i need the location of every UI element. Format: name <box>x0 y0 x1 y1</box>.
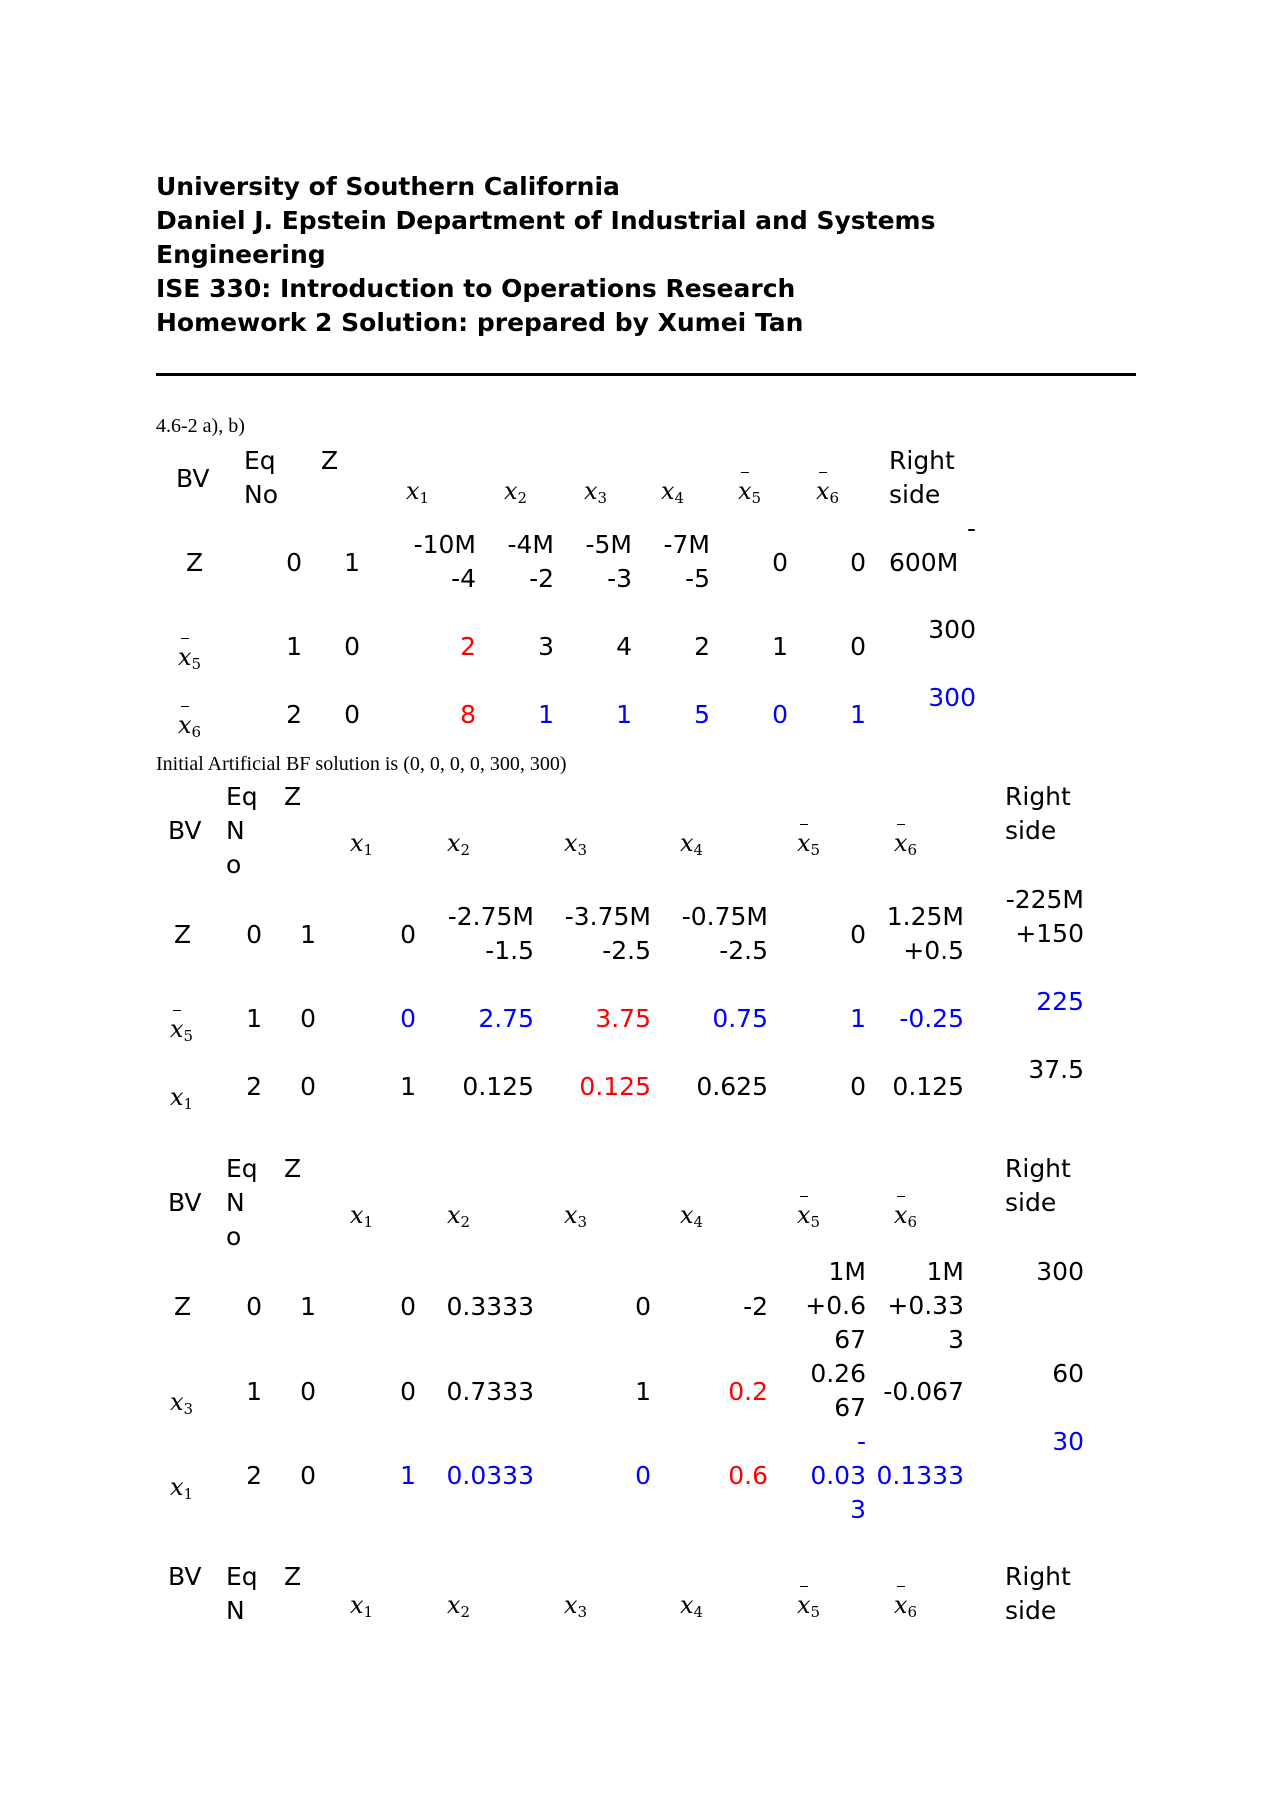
row-x5-x5: 1 <box>850 1004 866 1033</box>
header-x3: $x_3$ <box>584 477 608 507</box>
row-z-x3-c: -2.5 <box>602 936 651 965</box>
row-z-x2-c: -1.5 <box>485 936 534 965</box>
row-x5-eq: 1 <box>286 632 302 661</box>
header-z: Z <box>284 1154 302 1183</box>
header-x1: $x_1$ <box>350 1201 374 1231</box>
row-x5-x5: 1 <box>772 632 788 661</box>
header-x5-bar: $x_5$ <box>797 826 820 867</box>
header-eq-n: N <box>226 1596 245 1625</box>
row-x5-x3: 3.75 <box>595 1004 651 1033</box>
header-eq-o: o <box>226 1222 242 1251</box>
row-z-eq: 0 <box>286 548 302 577</box>
row-x6-x2: 1 <box>538 700 554 729</box>
row-x1-x2: 0.125 <box>462 1072 534 1101</box>
row-x3-eq: 1 <box>246 1377 262 1406</box>
header-z: Z <box>321 446 339 475</box>
row-x3-x2: 0.7333 <box>446 1377 534 1406</box>
row-x6-x6: 1 <box>850 700 866 729</box>
header-bv: BV <box>168 1188 202 1217</box>
row-z-x4-m: -7M <box>663 530 710 559</box>
row-x1-rhs: 30 <box>1052 1427 1084 1456</box>
row-x5-rhs: 300 <box>928 615 976 644</box>
header-right: Right <box>1005 1562 1071 1591</box>
row-z-rhs-c: +150 <box>1015 919 1084 948</box>
header-x1: $x_1$ <box>350 1591 374 1621</box>
header-eq: Eq <box>226 1154 258 1183</box>
row-z-x4-c: -2.5 <box>719 936 768 965</box>
row-z-x6-m: 1.25M <box>886 902 964 931</box>
row-x3-x6: -0.067 <box>883 1377 964 1406</box>
row-x1-x1: 1 <box>400 1072 416 1101</box>
header-x5-bar: $x_5$ <box>797 1588 820 1629</box>
row-z-x1-c: -4 <box>451 564 476 593</box>
header-bv: BV <box>168 816 202 845</box>
row-x1-x5-a: - <box>856 1427 866 1456</box>
header-x2: $x_2$ <box>447 1201 471 1231</box>
row-x5-bv: $x_5$ <box>178 640 201 681</box>
header-x5-bar: $x_5$ <box>738 474 761 515</box>
header-right: Right <box>889 446 955 475</box>
row-z-z: 1 <box>344 548 360 577</box>
header-x1: $x_1$ <box>350 829 374 859</box>
row-z-rhs-sign: - <box>966 514 976 543</box>
row-x5-x6: -0.25 <box>899 1004 964 1033</box>
row-z-x5-a: 1M <box>828 1257 866 1286</box>
header-x2: $x_2$ <box>504 477 528 507</box>
row-x6-rhs: 300 <box>928 683 976 712</box>
row-x6-eq: 2 <box>286 700 302 729</box>
homework-title: Homework 2 Solution: prepared by Xumei Tan <box>156 308 804 337</box>
row-x1-x4: 0.6 <box>728 1461 768 1490</box>
header-x6-bar: $x_6$ <box>894 826 917 867</box>
row-x3-bv: $x_3$ <box>170 1388 194 1418</box>
header-side: side <box>1005 1596 1057 1625</box>
row-z-x3: 0 <box>635 1292 651 1321</box>
header-z: Z <box>284 1562 302 1591</box>
row-z-z: 1 <box>300 1292 316 1321</box>
header-bv: BV <box>168 1562 202 1591</box>
row-z-z: 1 <box>300 920 316 949</box>
header-eq-n: N <box>226 816 245 845</box>
header-x4: $x_4$ <box>680 829 704 859</box>
row-z-x6: 0 <box>850 548 866 577</box>
row-x1-x6: 0.1333 <box>876 1461 964 1490</box>
row-x5-x2: 2.75 <box>478 1004 534 1033</box>
row-x3-rhs: 60 <box>1052 1359 1084 1388</box>
row-x1-x3: 0 <box>635 1461 651 1490</box>
row-z-eq: 0 <box>246 1292 262 1321</box>
header-right: Right <box>1005 1154 1071 1183</box>
row-z-x2-m: -2.75M <box>447 902 534 931</box>
department-name-cont: Engineering <box>156 240 326 269</box>
header-x3: $x_3$ <box>564 829 588 859</box>
header-x3: $x_3$ <box>564 1201 588 1231</box>
row-z-x3-m: -5M <box>585 530 632 559</box>
row-x1-x2: 0.0333 <box>446 1461 534 1490</box>
header-x4: $x_4$ <box>680 1201 704 1231</box>
row-x1-x6: 0.125 <box>892 1072 964 1101</box>
row-x1-x3: 0.125 <box>579 1072 651 1101</box>
header-x3: $x_3$ <box>564 1591 588 1621</box>
header-side: side <box>1005 1188 1057 1217</box>
row-z-x2-c: -2 <box>529 564 554 593</box>
row-z-x5-c: 67 <box>834 1325 866 1354</box>
header-x4: $x_4$ <box>680 1591 704 1621</box>
row-x5-x1: 2 <box>460 632 476 661</box>
row-z-x6-c: 3 <box>948 1325 964 1354</box>
header-x2: $x_2$ <box>447 829 471 859</box>
row-x6-x3: 1 <box>616 700 632 729</box>
row-z-eq: 0 <box>246 920 262 949</box>
row-x3-z: 0 <box>300 1377 316 1406</box>
row-z-rhs-m: -225M <box>1005 885 1084 914</box>
row-x5-x4: 2 <box>694 632 710 661</box>
row-x5-z: 0 <box>344 632 360 661</box>
header-x2: $x_2$ <box>447 1591 471 1621</box>
row-x3-x5-b: 67 <box>834 1393 866 1422</box>
row-x6-x5: 0 <box>772 700 788 729</box>
row-z-x5: 0 <box>850 920 866 949</box>
course-title: ISE 330: Introduction to Operations Research <box>156 274 796 303</box>
row-x3-x4: 0.2 <box>728 1377 768 1406</box>
row-x5-x2: 3 <box>538 632 554 661</box>
header-eq: Eq <box>226 782 258 811</box>
row-x6-z: 0 <box>344 700 360 729</box>
row-z-x6-a: 1M <box>926 1257 964 1286</box>
row-x5-x3: 4 <box>616 632 632 661</box>
row-x5-rhs: 225 <box>1036 987 1084 1016</box>
row-x1-z: 0 <box>300 1072 316 1101</box>
header-x4: $x_4$ <box>661 477 685 507</box>
row-x1-x5: 0 <box>850 1072 866 1101</box>
header-z: Z <box>284 782 302 811</box>
row-z-x6-b: +0.33 <box>887 1291 964 1320</box>
row-x5-z: 0 <box>300 1004 316 1033</box>
row-x1-bv: $x_1$ <box>170 1083 194 1113</box>
row-z-bv: Z <box>174 1292 192 1321</box>
row-z-x6-c: +0.5 <box>903 936 964 965</box>
row-z-bv: Z <box>174 920 192 949</box>
row-x1-eq: 2 <box>246 1461 262 1490</box>
row-x1-rhs: 37.5 <box>1028 1055 1084 1084</box>
row-z-x1-m: -10M <box>413 530 476 559</box>
row-z-rhs: 300 <box>1036 1257 1084 1286</box>
row-x1-x1: 1 <box>400 1461 416 1490</box>
header-eq-no: No <box>244 480 278 509</box>
row-z-x1: 0 <box>400 920 416 949</box>
row-z-rhs: 600M <box>889 548 959 577</box>
row-z-x5-b: +0.6 <box>805 1291 866 1320</box>
row-z-x5: 0 <box>772 548 788 577</box>
header-x5-bar: $x_5$ <box>797 1198 820 1239</box>
row-x5-x1: 0 <box>400 1004 416 1033</box>
header-eq-n: N <box>226 1188 245 1217</box>
row-z-x4-m: -0.75M <box>681 902 768 931</box>
header-side: side <box>889 480 941 509</box>
row-x3-x1: 0 <box>400 1377 416 1406</box>
header-eq: Eq <box>244 446 276 475</box>
row-z-x3-c: -3 <box>607 564 632 593</box>
row-x6-x4: 5 <box>694 700 710 729</box>
row-z-x3-m: -3.75M <box>564 902 651 931</box>
row-x6-x1: 8 <box>460 700 476 729</box>
row-x5-bv: $x_5$ <box>170 1012 193 1053</box>
row-z-x1: 0 <box>400 1292 416 1321</box>
row-x6-bv: $x_6$ <box>178 708 201 749</box>
row-x3-x5-a: 0.26 <box>810 1359 866 1388</box>
row-x1-z: 0 <box>300 1461 316 1490</box>
row-x1-eq: 2 <box>246 1072 262 1101</box>
row-x5-eq: 1 <box>246 1004 262 1033</box>
header-bv: BV <box>176 464 210 493</box>
section-label: 4.6-2 a), b) <box>156 415 245 437</box>
row-x1-x5-c: 3 <box>850 1495 866 1524</box>
header-eq-o: o <box>226 850 242 879</box>
header-x1: $x_1$ <box>406 477 430 507</box>
row-x5-x6: 0 <box>850 632 866 661</box>
row-z-x2: 0.3333 <box>446 1292 534 1321</box>
row-x1-x4: 0.625 <box>696 1072 768 1101</box>
row-z-x4: -2 <box>743 1292 768 1321</box>
header-eq: Eq <box>226 1562 258 1591</box>
row-z-bv: Z <box>186 548 204 577</box>
header-divider <box>156 373 1136 376</box>
row-x3-x3: 1 <box>635 1377 651 1406</box>
row-z-x4-c: -5 <box>685 564 710 593</box>
header-x6-bar: $x_6$ <box>894 1588 917 1629</box>
initial-bf-note: Initial Artificial BF solution is (0, 0, 0, 0, 300, 300) <box>156 753 567 775</box>
row-z-x2-m: -4M <box>507 530 554 559</box>
header-right: Right <box>1005 782 1071 811</box>
header-x6-bar: $x_6$ <box>816 474 839 515</box>
header-x6-bar: $x_6$ <box>894 1198 917 1239</box>
university-name: University of Southern California <box>156 172 620 201</box>
row-x1-x5-b: 0.03 <box>810 1461 866 1490</box>
department-name: Daniel J. Epstein Department of Industrial and Systems <box>156 206 936 235</box>
document-header <box>156 170 1136 340</box>
row-x1-bv: $x_1$ <box>170 1473 194 1503</box>
row-x5-x4: 0.75 <box>712 1004 768 1033</box>
header-side: side <box>1005 816 1057 845</box>
